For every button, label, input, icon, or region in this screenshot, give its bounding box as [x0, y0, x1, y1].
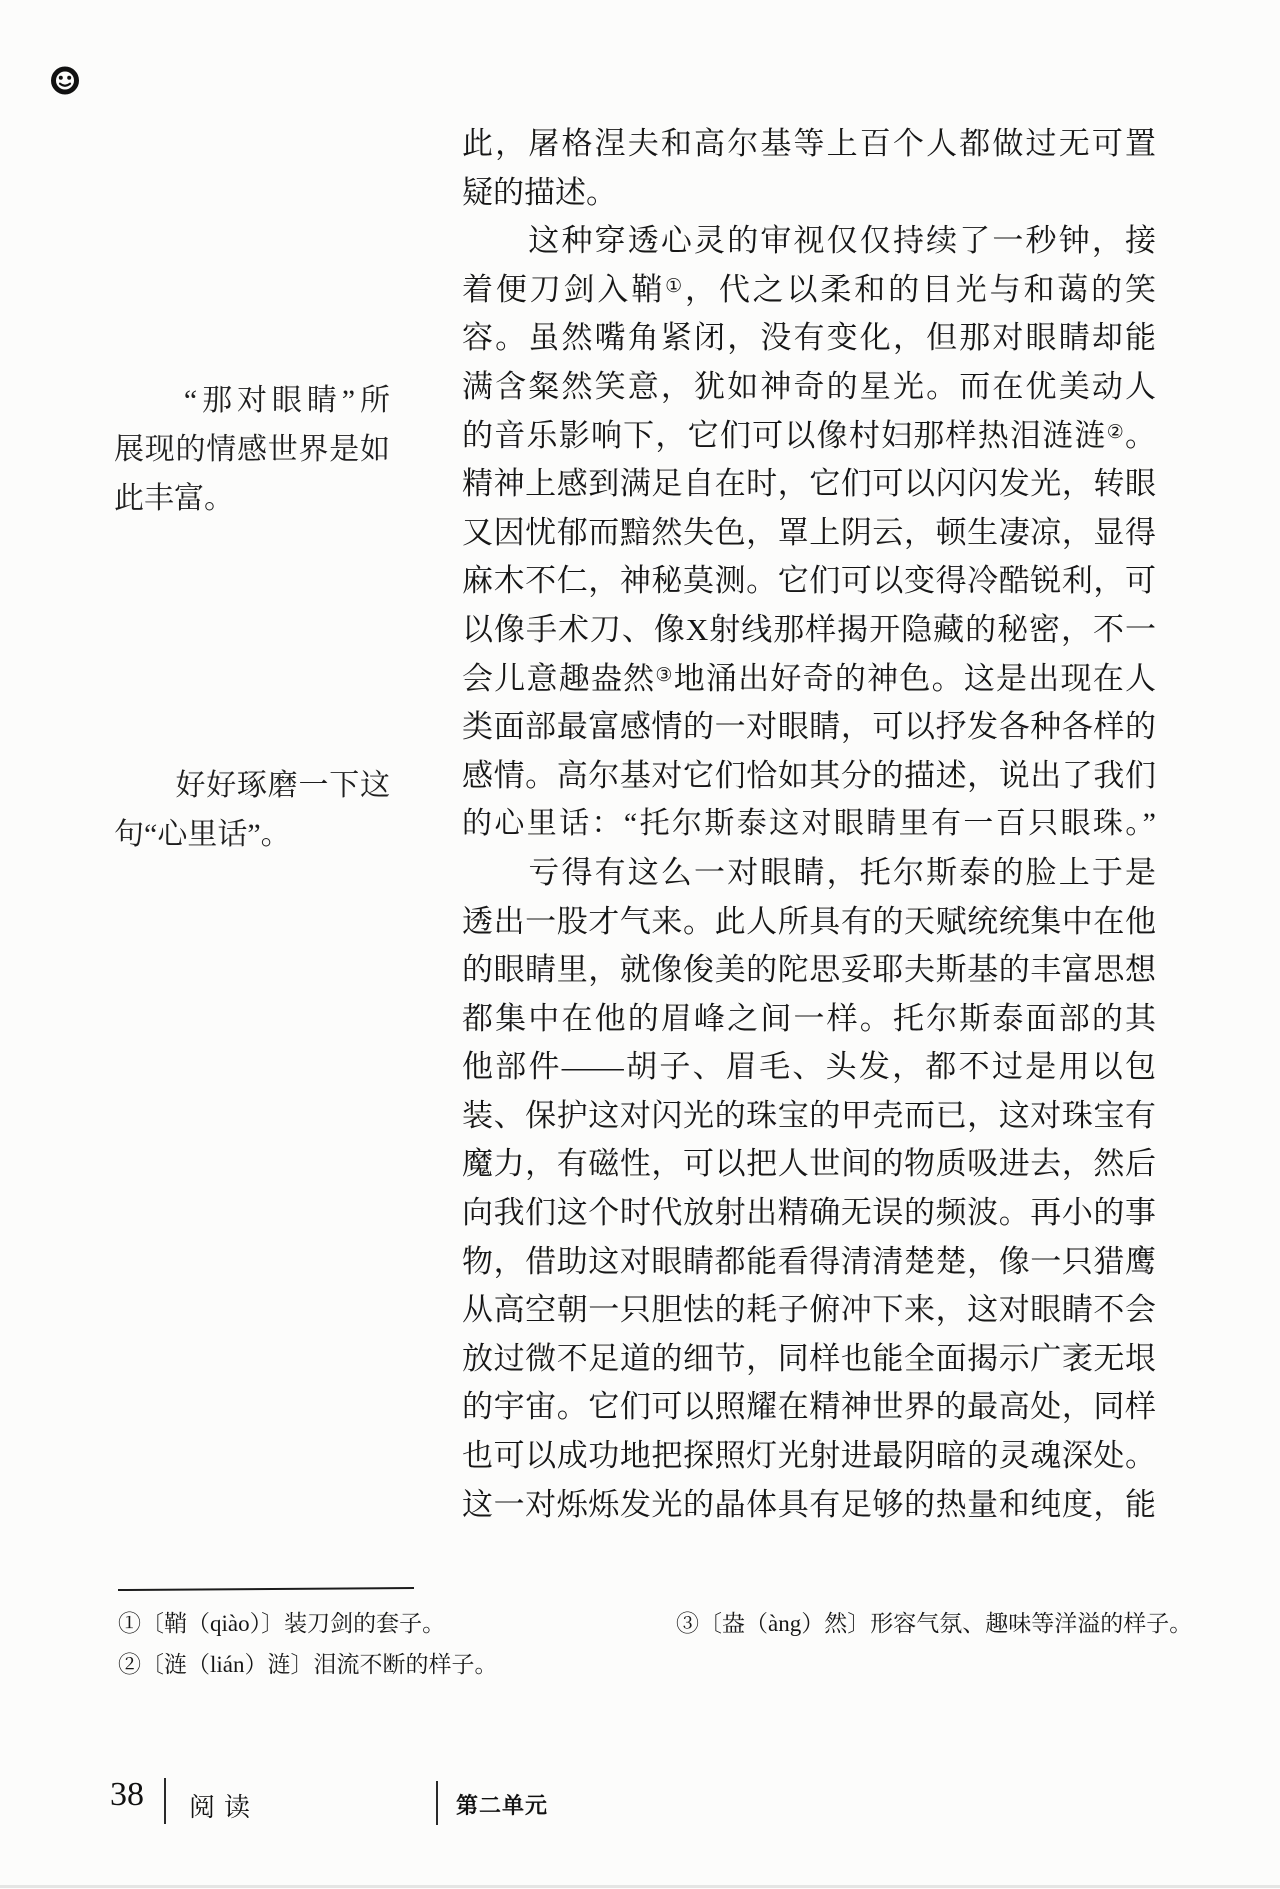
body-line: 着便刀剑入鞘①，代之以柔和的目光与和蔼的笑	[462, 271, 1157, 307]
body-line: 透出一股才气来。此人所具有的天赋统统集中在他	[462, 903, 1156, 939]
body-line: 又因忧郁而黯然失色，罩上阴云，顿生凄凉，显得	[462, 514, 1156, 550]
body-line: 这一对烁烁发光的晶体具有足够的热量和纯度，能	[462, 1486, 1156, 1522]
body-line: 从高空朝一只胆怯的耗子俯冲下来，这对眼睛不会	[462, 1292, 1156, 1328]
footer-divider-bar	[436, 1781, 438, 1825]
footer-unit-label: 第二单元	[456, 1793, 549, 1818]
body-line: 麻木不仁，神秘莫测。它们可以变得冷酷锐利，可	[462, 563, 1156, 599]
page-edge-shadow	[0, 1885, 1280, 1888]
body-line: 以像手术刀、像X射线那样揭开隐藏的秘密，不一	[462, 611, 1156, 647]
body-line: 的心里话：“托尔斯泰这对眼睛里有一百只眼珠。”	[462, 807, 1156, 841]
body-line: 容。虽然嘴角紧闭，没有变化，但那对眼睛却能	[462, 320, 1156, 356]
body-line: 魔力，有磁性，可以把人世间的物质吸进去，然后	[462, 1146, 1156, 1182]
body-line: 类面部最富感情的一对眼睛，可以抒发各种各样的	[462, 709, 1156, 745]
body-line: 亏得有这么一对眼睛，托尔斯泰的脸上于是	[462, 854, 1156, 890]
body-line: 都集中在他的眉峰之间一样。托尔斯泰面部的其	[462, 1000, 1156, 1036]
body-line: 放过微不足道的细节，同样也能全面揭示广袤无垠	[462, 1340, 1156, 1376]
margin-note-line: 句“心里话”。	[114, 818, 291, 851]
margin-note-line: 好好琢磨一下这	[114, 769, 390, 802]
body-line: 的音乐影响下，它们可以像村妇那样热泪涟涟②。	[462, 417, 1156, 453]
footnote-separator-rule	[118, 1587, 414, 1591]
footnotes-right-column	[676, 1603, 1192, 1644]
body-line: 物，借助这对眼睛都能看得清清楚楚，像一只猎鹰	[462, 1243, 1156, 1279]
footnote-sheath: ①〔鞘（qiào）〕装刀剑的套子。	[118, 1611, 446, 1636]
main-text-column	[462, 120, 1156, 1529]
body-line: 向我们这个时代放射出精确无误的频波。再小的事	[462, 1195, 1156, 1231]
body-line: 感情。高尔基对它们恰如其分的描述，说出了我们	[462, 757, 1156, 793]
page-number: 38	[110, 1776, 144, 1813]
body-line: 也可以成功地把探照灯光射进最阴暗的灵魂深处。	[462, 1438, 1156, 1474]
margin-note-line: 此丰富。	[114, 482, 234, 515]
body-line: 满含粲然笑意，犹如神奇的星光。而在优美动人	[462, 368, 1156, 404]
body-line: 他部件——胡子、眉毛、头发，都不过是用以包	[462, 1049, 1156, 1085]
footnote-lianlian: ②〔涟（lián）涟〕泪流不断的样子。	[118, 1652, 498, 1677]
body-line: 会儿意趣盎然③地涌出好奇的神色。这是出现在人	[462, 660, 1157, 696]
footnote-angran: ③〔盎（àng）然〕形容气氛、趣味等洋溢的样子。	[676, 1611, 1193, 1636]
smiley-face-icon	[50, 65, 80, 96]
margin-note-line: “那对眼睛”所	[114, 384, 390, 417]
body-line: 的眼睛里，就像俊美的陀思妥耶夫斯基的丰富思想	[462, 952, 1156, 988]
body-line: 精神上感到满足自在时，它们可以闪闪发光，转眼	[462, 466, 1156, 502]
footnotes-left-column	[118, 1603, 498, 1685]
footer-divider-bar	[164, 1778, 166, 1824]
body-line: 这种穿透心灵的审视仅仅持续了一秒钟，接	[462, 223, 1156, 259]
margin-note-line: 展现的情感世界是如	[114, 433, 390, 466]
footer-section-label: 阅读	[189, 1792, 260, 1822]
margin-note-ponder-quote	[114, 761, 390, 859]
body-line: 疑的描述。	[462, 174, 617, 210]
body-line: 的宇宙。它们可以照耀在精神世界的最高处，同样	[462, 1389, 1156, 1425]
body-line: 此，屠格涅夫和高尔基等上百个人都做过无可置	[462, 126, 1156, 161]
margin-note-eyes-emotion	[114, 376, 390, 523]
body-line: 装、保护这对闪光的珠宝的甲壳而已，这对珠宝有	[462, 1097, 1156, 1133]
